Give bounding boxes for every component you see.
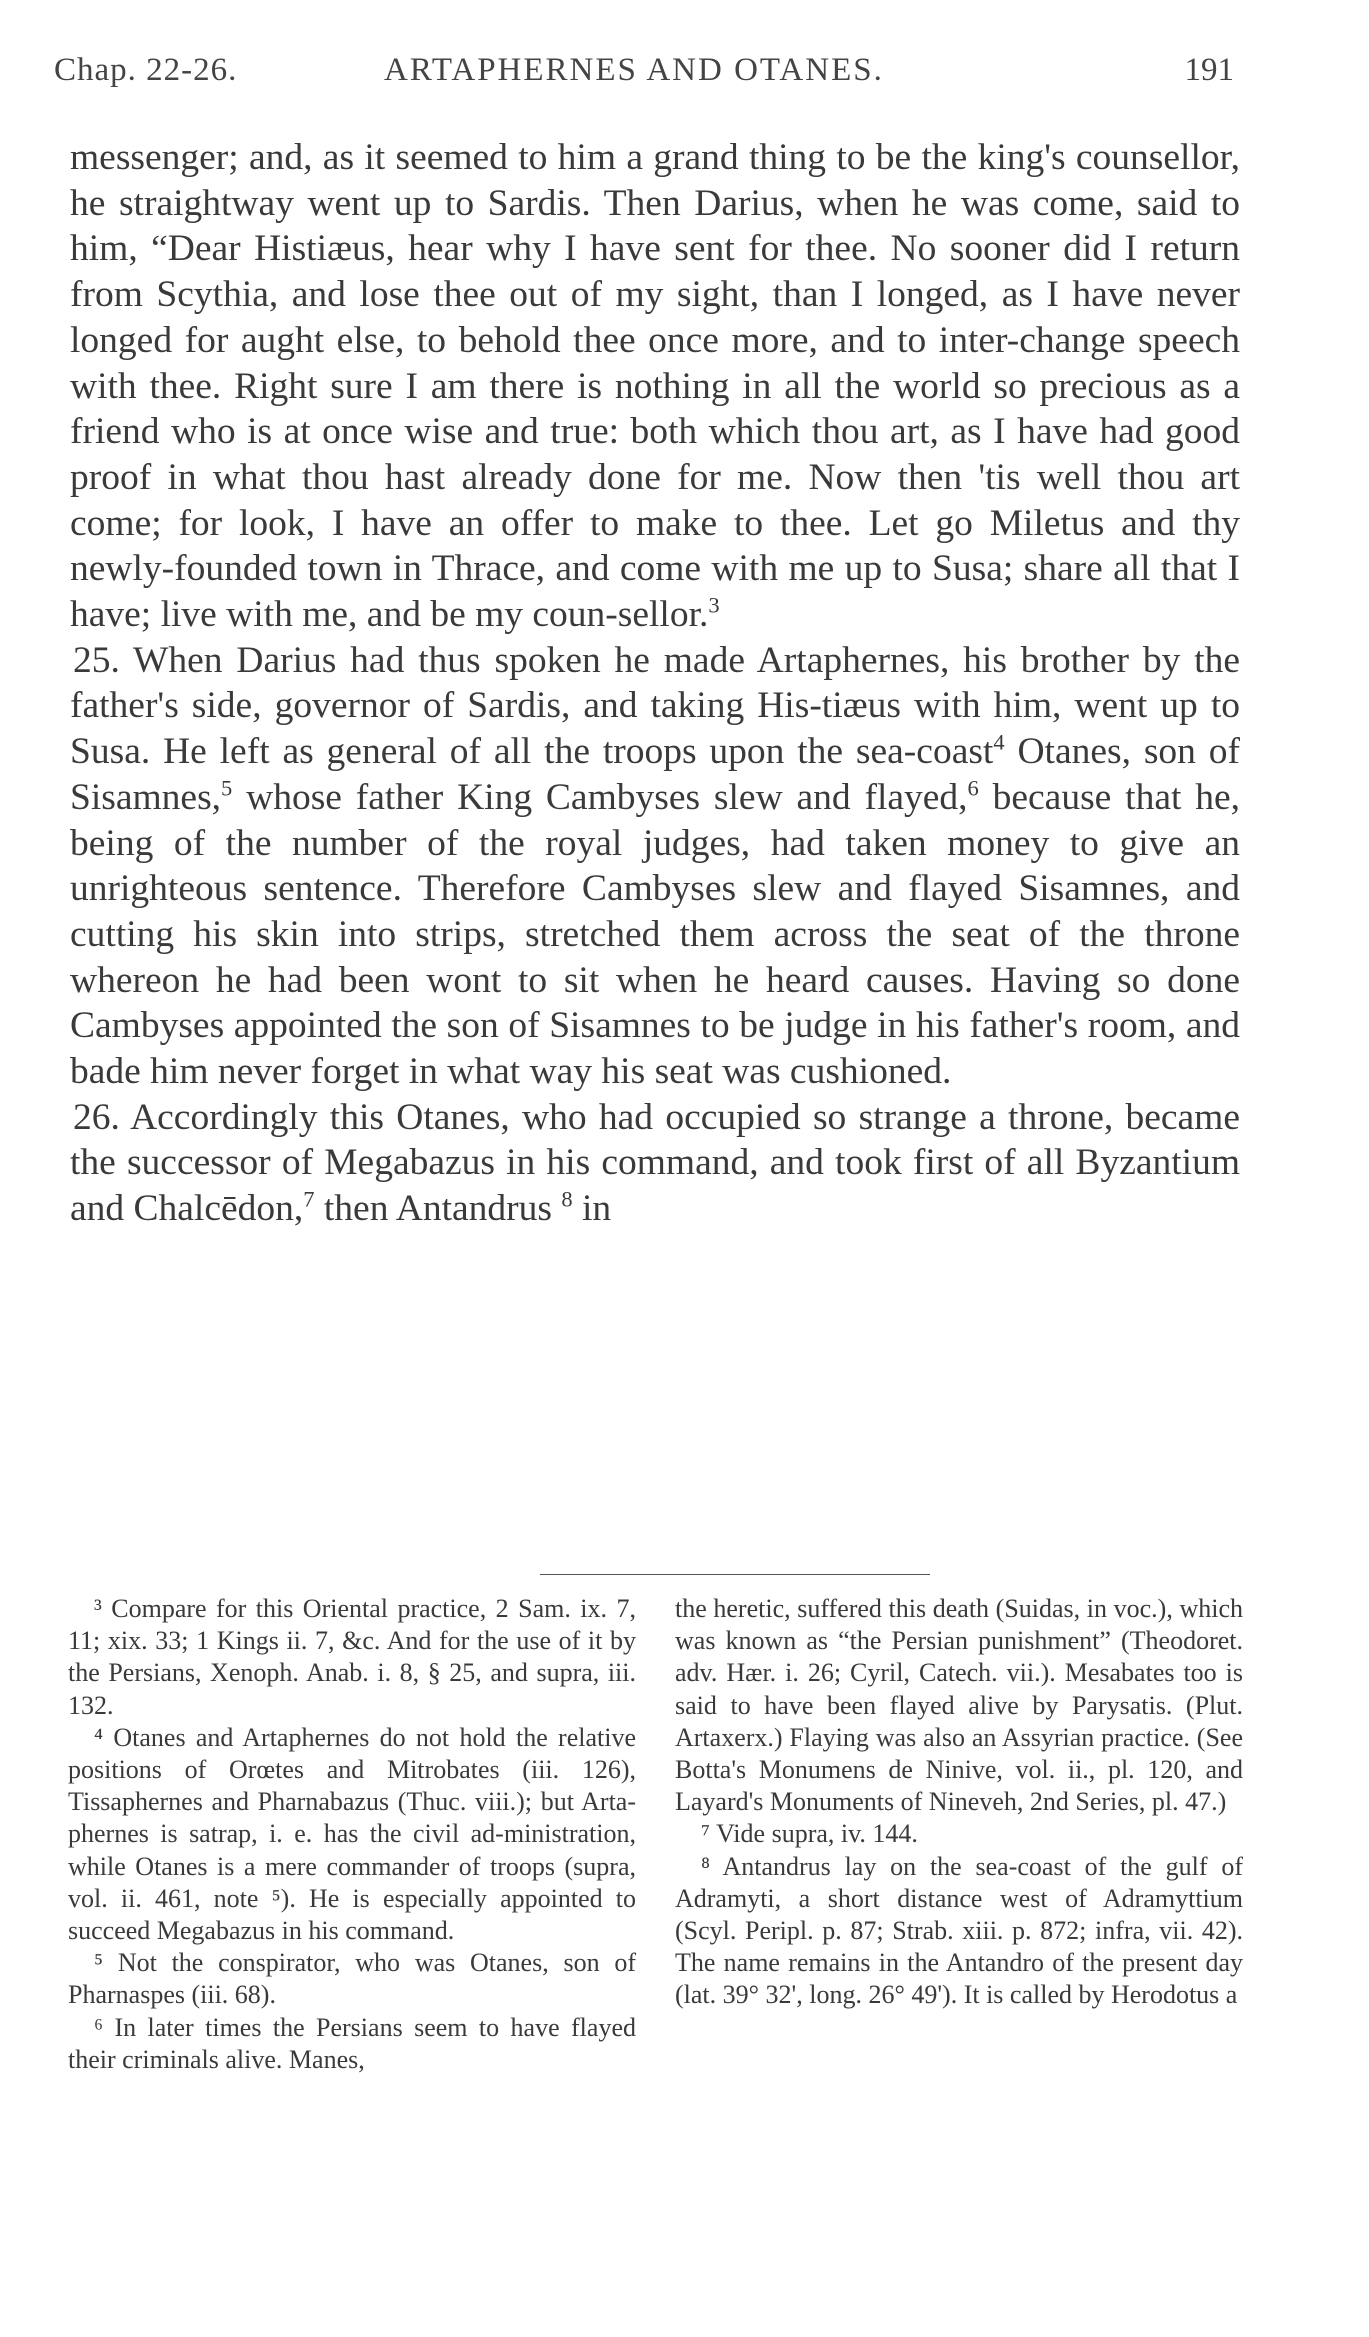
footnote-column-left — [68, 1593, 636, 2076]
paragraph-darius-speech — [70, 135, 1240, 638]
page-number: 191 — [1184, 52, 1234, 88]
footnote-ref-5: 5 — [221, 775, 233, 801]
footnote-divider — [540, 1574, 930, 1575]
main-text — [70, 135, 1240, 1232]
section-text: Otanes, son of Sisamnes, — [70, 731, 1240, 818]
section-text: whose father King Cambyses slew and flayed, — [232, 776, 968, 818]
section-25 — [70, 638, 1240, 1095]
section-text: because that he, being of the number of the royal judges, had taken money to give an unrighteous sentence. Therefore Cambyses slew and flayed Sisamnes, and cutting his skin into strips, stretched them across the seat of the throne whereon he had been wont to sit when he heard causes. Having so done Cambyses appointed the son of Sisamnes to be judge in his father's room, and bade him never forget in what way his seat was cushioned. — [70, 776, 1240, 1093]
paragraph-text: messenger; and, as it seemed to him a grand thing to be the king's counsellor, he straightway went up to Sardis. Then Darius, when he was come, said to him, “Dear Histiæus, hear why I have sent for thee. No sooner did I return from Scythia, and lose thee out of my sight, than I longed, as I have never longed for aught else, to behold thee once more, and to inter-change speech with thee. Right sure I am there is nothing in all the world so precious as a friend who is at once wise and true: both which thou art, as I have had good proof in what thou hast already done for me. Now then 'tis well thou art come; for look, I have an offer to make to thee. Let go Miletus and thy newly-founded town in Thrace, and come with me up to Susa; share all that I have; live with me, and be my coun-sellor. — [70, 137, 1240, 636]
footnote-4: ⁴ Otanes and Artaphernes do not hold the relative positions of Orœtes and Mitrobates (iii. 126), Tissaphernes and Pharnabazus (Thuc. viii.); but Arta-phernes is satrap, i. e. has the civil ad-ministration, while Otanes is a mere commander of troops (supra, vol. ii. 461, note ⁵). He is especially appointed to succeed Megabazus in his command. — [68, 1722, 636, 1946]
section-text: in — [572, 1188, 612, 1230]
footnote-6-continued: the heretic, suffered this death (Suidas, in voc.), which was known as “the Persian punishment” (Theodoret. adv. Hær. i. 26; Cyril, Catech. vii.). Mesabates too is said to have been flayed alive by Parysatis. (Plut. Artaxerx.) Flaying was also an Assyrian practice. (See Botta's Monumens de Ninive, vol. ii., pl. 120, and Layard's Monuments of Nineveh, 2nd Series, pl. 47.) — [675, 1594, 1243, 1817]
footnote-column-right — [675, 1593, 1243, 2012]
chapter-label: Chap. 22-26. — [54, 52, 238, 88]
footnote-8: ⁸ Antandrus lay on the sea-coast of the gulf of Adramyti, a short distance west of Adramyttium (Scyl. Peripl. p. 87; Strab. xiii. p. 872; infra, vii. 42). The name remains in the Antandro of the present day (lat. 39° 32', long. 26° 49'). It is called by Herodotus a — [675, 1851, 1243, 2010]
running-header — [54, 52, 1234, 102]
footnote-ref-3: 3 — [708, 592, 720, 618]
footnote-ref-4: 4 — [993, 729, 1005, 755]
section-text: 26. Accordingly this Otanes, who had occupied so strange a throne, became the successor of Megabazus in his command, and took first of all Byzantium and Chalcēdon, — [70, 1096, 1240, 1230]
section-26 — [70, 1095, 1240, 1232]
footnote-5: ⁵ Not the conspirator, who was Otanes, son of Pharnaspes (iii. 68). — [68, 1948, 636, 2010]
section-text: 25. When Darius had thus spoken he made Artaphernes, his brother by the father's side, governor of Sardis, and taking His-tiæus with him, went up to Susa. He left as general of all the troops upon the sea-coast — [70, 639, 1240, 773]
footnote-ref-8: 8 — [561, 1186, 573, 1212]
footnote-7: ⁷ Vide supra, iv. 144. — [701, 1819, 918, 1849]
footnote-ref-6: 6 — [967, 775, 979, 801]
section-text: then Antandrus — [314, 1188, 552, 1230]
footnote-6: ⁶ In later times the Persians seem to have flayed their criminals alive. Manes, — [68, 2012, 636, 2074]
footnote-3: ³ Compare for this Oriental practice, 2 Sam. ix. 7, 11; xix. 33; 1 Kings ii. 7, &c. And for the use of it by the Persians, Xenoph. Anab. i. 8, § 25, and supra, iii. 132. — [68, 1594, 636, 1720]
footnote-ref-7: 7 — [303, 1186, 315, 1212]
running-title: ARTAPHERNES AND OTANES. — [384, 52, 884, 88]
